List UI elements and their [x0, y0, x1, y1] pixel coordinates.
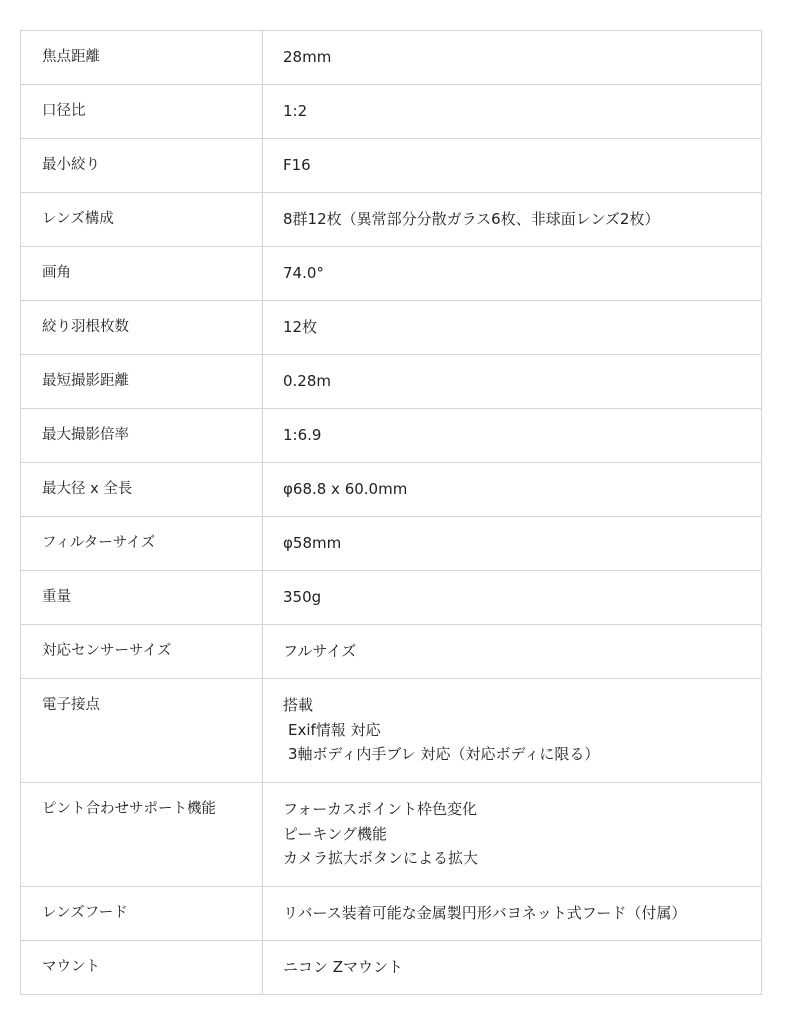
- spec-row-sensor-size: [21, 625, 762, 679]
- spec-value-line: 1:2: [283, 102, 308, 120]
- spec-label: 絞り羽根枚数: [21, 301, 263, 355]
- spec-value-line: 28mm: [283, 48, 332, 66]
- spec-value: [263, 31, 762, 85]
- spec-table: [20, 30, 762, 995]
- spec-value-line: 8群12枚（異常部分分散ガラス6枚、非球面レンズ2枚）: [283, 210, 660, 228]
- spec-value-line: 0.28m: [283, 372, 332, 390]
- spec-label: レンズフード: [21, 887, 263, 941]
- spec-value: [263, 571, 762, 625]
- spec-value-line: 1:6.9: [283, 426, 322, 444]
- spec-value-line: φ68.8 x 60.0mm: [283, 480, 408, 498]
- spec-row-lens-construction: [21, 193, 762, 247]
- spec-label: レンズ構成: [21, 193, 263, 247]
- spec-value-line: 74.0°: [283, 264, 324, 282]
- spec-value: [263, 409, 762, 463]
- spec-value: [263, 193, 762, 247]
- spec-value-line: 350g: [283, 588, 322, 606]
- spec-value: [263, 625, 762, 679]
- spec-label: 最大径 x 全長: [21, 463, 263, 517]
- spec-label: 電子接点: [21, 679, 263, 783]
- spec-label: 口径比: [21, 85, 263, 139]
- spec-row-aperture-blades: [21, 301, 762, 355]
- spec-label: フィルターサイズ: [21, 517, 263, 571]
- spec-label: 最短撮影距離: [21, 355, 263, 409]
- spec-value: [263, 679, 762, 783]
- spec-label: 画角: [21, 247, 263, 301]
- spec-row-mount: [21, 941, 762, 995]
- spec-value: [263, 517, 762, 571]
- spec-label: 重量: [21, 571, 263, 625]
- spec-value-line: 3軸ボディ内手ブレ 対応（対応ボディに限る）: [288, 745, 600, 763]
- spec-row-weight: [21, 571, 762, 625]
- spec-label: マウント: [21, 941, 263, 995]
- spec-row-filter-size: [21, 517, 762, 571]
- spec-row-angle-of-view: [21, 247, 762, 301]
- spec-value-line: ピーキング機能: [283, 824, 387, 843]
- spec-row-lens-hood: [21, 887, 762, 941]
- spec-row-aperture-ratio: [21, 85, 762, 139]
- spec-value-line: F16: [283, 156, 311, 174]
- spec-value: [263, 783, 762, 887]
- spec-value-line: 搭載: [283, 696, 314, 714]
- spec-value: [263, 301, 762, 355]
- spec-value-line: リバース装着可能な金属製円形バヨネット式フード（付属）: [283, 904, 687, 922]
- spec-row-focal-length: [21, 31, 762, 85]
- spec-label: 最小絞り: [21, 139, 263, 193]
- spec-label: 対応センサーサイズ: [21, 625, 263, 679]
- spec-value-line: フォーカスポイント枠色変化: [283, 800, 477, 818]
- spec-value: [263, 139, 762, 193]
- spec-value-line: フルサイズ: [283, 642, 357, 660]
- spec-value: [263, 887, 762, 941]
- spec-value-line: Exif情報 対応: [288, 720, 381, 739]
- spec-row-focus-assist: [21, 783, 762, 887]
- spec-row-minimum-focus-distance: [21, 355, 762, 409]
- spec-label: 焦点距離: [21, 31, 263, 85]
- spec-value-line: 12枚: [283, 318, 318, 336]
- spec-value: [263, 247, 762, 301]
- spec-value: [263, 941, 762, 995]
- spec-row-dimensions: [21, 463, 762, 517]
- spec-value-line: φ58mm: [283, 534, 342, 552]
- spec-value-line: カメラ拡大ボタンによる拡大: [283, 849, 479, 867]
- spec-row-maximum-magnification: [21, 409, 762, 463]
- spec-row-electronic-contacts: [21, 679, 762, 783]
- spec-value: [263, 463, 762, 517]
- spec-value: [263, 355, 762, 409]
- spec-row-minimum-aperture: [21, 139, 762, 193]
- spec-value: [263, 85, 762, 139]
- spec-value-line: ニコン Zマウント: [283, 958, 404, 976]
- spec-label: ピント合わせサポート機能: [21, 783, 263, 887]
- spec-label: 最大撮影倍率: [21, 409, 263, 463]
